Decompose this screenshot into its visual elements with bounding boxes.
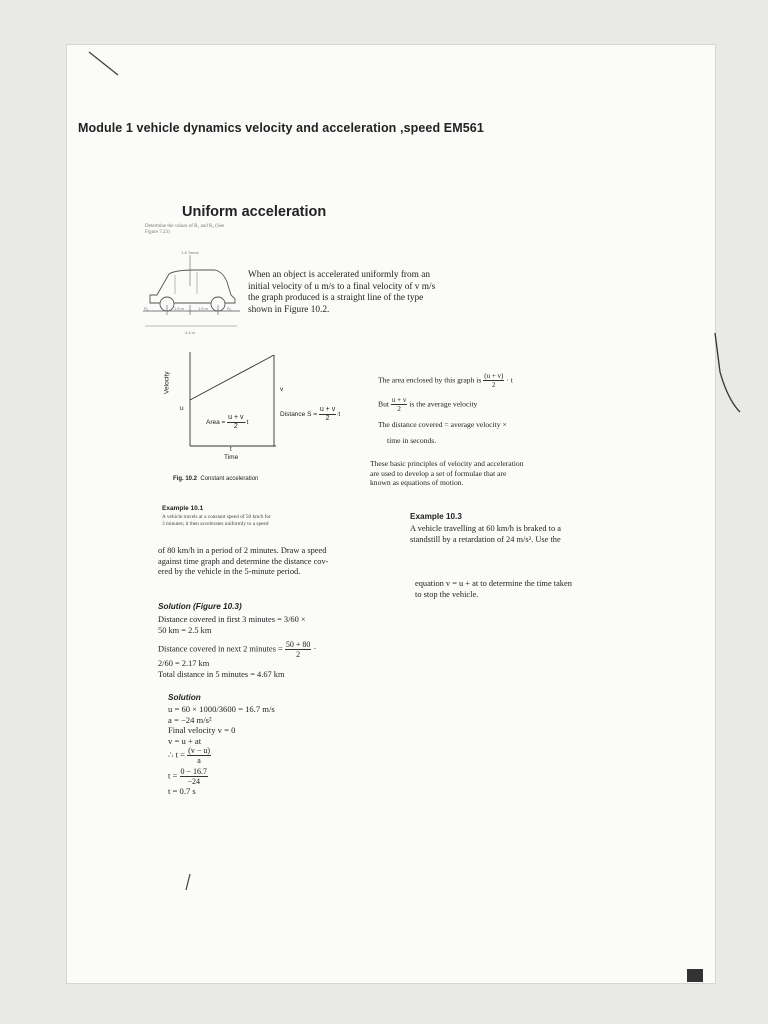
example-10-1-text: of 80 km/h in a period of 2 minutes. Draw a speed against time graph and determine the distance cov- ered by the vehicle in the 5-minute period. xyxy=(158,546,329,576)
car-right-force: R₂ xyxy=(227,306,232,311)
section-heading: Uniform acceleration xyxy=(182,204,327,220)
example-10-3-heading: Example 10.3 xyxy=(410,512,462,521)
v-label: v xyxy=(280,386,284,393)
solution-heading: Solution xyxy=(168,693,201,702)
car-total: 3.4 m xyxy=(184,330,196,335)
principles-paragraph: These basic principles of velocity and acceleration are used to develop a set of formulae that are known as equations of motion. xyxy=(370,459,524,487)
car-top-label: 1.6 Tonne xyxy=(181,250,199,255)
but-line: But $\frac{u + v}{2}$ is the average velocity xyxy=(378,396,478,413)
distance-line: The distance covered = average velocity × xyxy=(378,420,507,429)
example-10-3-text-2: equation v = u + at to determine the time taken to stop the vehicle. xyxy=(415,579,572,599)
car-dim1: 1.8 m xyxy=(173,306,185,311)
solution-body: u = 60 × 1000/3600 = 16.7 m/s a = −24 m/s² Final velocity v = 0 v = u + at ∴ t = $\frac{(v - u)}{a}$ t = $\frac{0 - 16.7}{-24}$ t = 0.7 s xyxy=(168,704,275,796)
velocity-time-graph xyxy=(163,350,368,470)
area-line: The area enclosed by this graph is $\frac{(u + v)}{2}$ · t xyxy=(378,372,513,389)
module-title: Module 1 vehicle dynamics velocity and acceleration ,speed EM561 xyxy=(78,121,484,135)
example-10-1-small: A vehicle travels at a constant speed of 50 km/h for 3 minutes; it then accelerates uniformly to a speed xyxy=(162,514,271,527)
car-left-force: R₁ xyxy=(144,306,149,311)
time-axis-label: Time xyxy=(224,454,239,461)
velocity-axis-label: Velocity xyxy=(163,371,171,394)
car-dim2: 1.6 m xyxy=(197,306,209,311)
example-10-1-heading: Example 10.1 xyxy=(162,505,204,512)
tiny-caption: Determine the values of R₁ and R₂ (See Figure 7.23) xyxy=(145,224,225,235)
area-formula: Area = $\frac{u + v}{2}$ ·t xyxy=(206,414,249,430)
car-figure xyxy=(135,248,245,343)
solution-10-3-heading: Solution (Figure 10.3) xyxy=(158,602,242,611)
example-10-3-text: A vehicle travelling at 60 km/h is braked to a standstill by a retardation of 24 m/s². Use the xyxy=(410,524,561,544)
u-label: u xyxy=(180,405,184,412)
intro-paragraph: When an object is accelerated uniformly from an initial velocity of u m/s to a final velocity of v m/s the graph produced is a straight line of the type shown in Figure 10.2. xyxy=(248,270,436,315)
figure-caption: Fig. 10.2 Constant acceleration xyxy=(173,476,259,482)
distance-line-2: time in seconds. xyxy=(387,436,437,445)
distance-formula: Distance S = $\frac{u + v}{2}$ ·t xyxy=(280,406,341,422)
solution-10-3-body: Distance covered in first 3 minutes = 3/60 × 50 km = 2.5 km Distance covered in next 2 minutes = $\frac{50 + 80}{2}$ · 2/60 = 2.17 km Total distance in 5 minutes = 4.67 km xyxy=(158,615,317,679)
t-label: t xyxy=(230,446,232,453)
